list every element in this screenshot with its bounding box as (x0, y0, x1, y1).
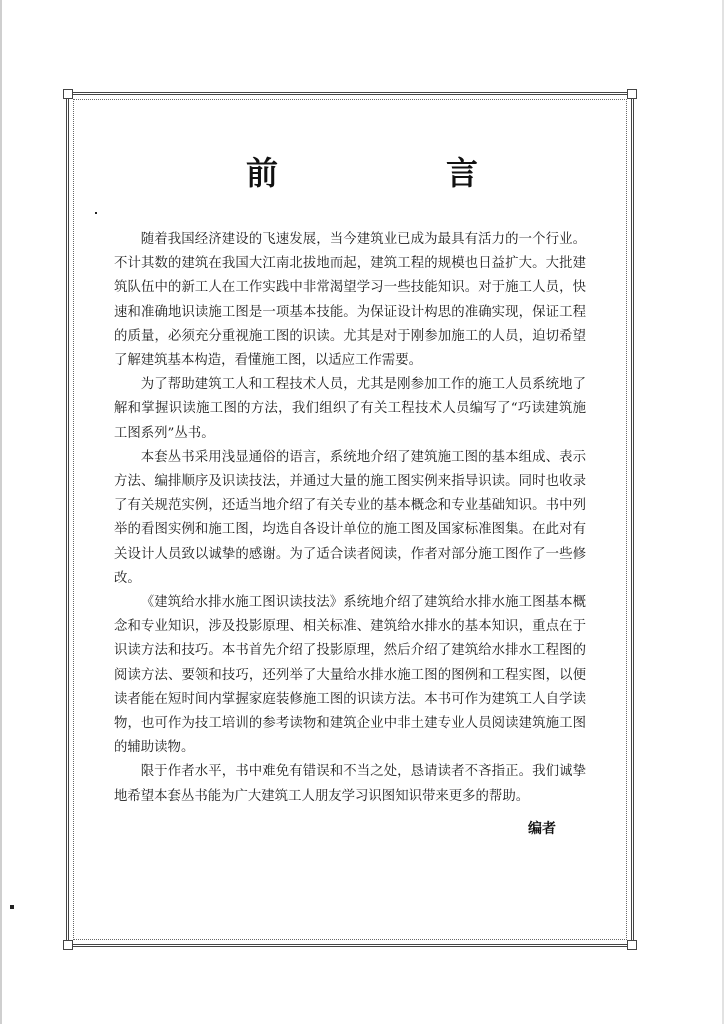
scan-speck (95, 212, 97, 214)
paragraph: 《建筑给水排水施工图识读技法》系统地介绍了建筑给水排水施工图基本概念和专业知识，涉及投影原理、相关标准、建筑给水排水的基本知识，重点在于识读方法和技巧。本书首先介绍了投影原理，然后介绍了建筑给水排水工程图的阅读方法、要领和技巧，还列举了大量给水排水施工图的图例和工程实图，以便读者能在短时间内掌握家庭装修施工图的识读方法。本书可作为建筑工人自学读物，也可作为技工培训的参考读物和建筑企业中非土建专业人员阅读建筑施工图的辅助读物。 (114, 595, 586, 756)
corner-ornament (63, 89, 73, 99)
corner-ornament (63, 940, 73, 950)
corner-ornament (627, 940, 637, 950)
author-signature: 编者 (528, 821, 556, 837)
preface-body (114, 228, 586, 809)
scan-speck (10, 905, 14, 909)
page-title: 前 言 (245, 154, 546, 192)
paragraph: 限于作者水平，书中难免有错误和不当之处，恳请读者不吝指正。我们诚挚地希望本套丛书能为广大建筑工人朋友学习识图知识带来更多的帮助。 (114, 764, 586, 804)
paragraph: 为了帮助建筑工人和工程技术人员，尤其是刚参加工作的施工人员系统地了解和掌握识读施工图的方法，我们组织了有关工程技术人员编写了“巧读建筑施工图系列”丛书。 (114, 377, 586, 441)
corner-ornament (627, 89, 637, 99)
paragraph: 随着我国经济建设的飞速发展，当今建筑业已成为最具有活力的一个行业。不计其数的建筑在我国大江南北拔地而起，建筑工程的规模也日益扩大。大批建筑队伍中的新工人在工作实践中非常渴望学习一些技能知识。对于施工人员，快速和准确地识读施工图是一项基本技能。为保证设计构思的准确实现，保证工程的质量，必须充分重视施工图的识读。尤其是对于刚参加施工的人员，迫切希望了解建筑基本构造，看懂施工图，以适应工作需要。 (114, 232, 586, 369)
paragraph: 本套丛书采用浅显通俗的语言，系统地介绍了建筑施工图的基本组成、表示方法、编排顺序及识读技法，并通过大量的施工图实例来指导识读。同时也收录了有关规范实例，还适当地介绍了有关专业的基本概念和专业基础知识。书中列举的看图实例和施工图，均选自各设计单位的施工图及国家标准图集。在此对有关设计人员致以诚挚的感谢。为了适合读者阅读，作者对部分施工图作了一些修改。 (114, 449, 586, 586)
